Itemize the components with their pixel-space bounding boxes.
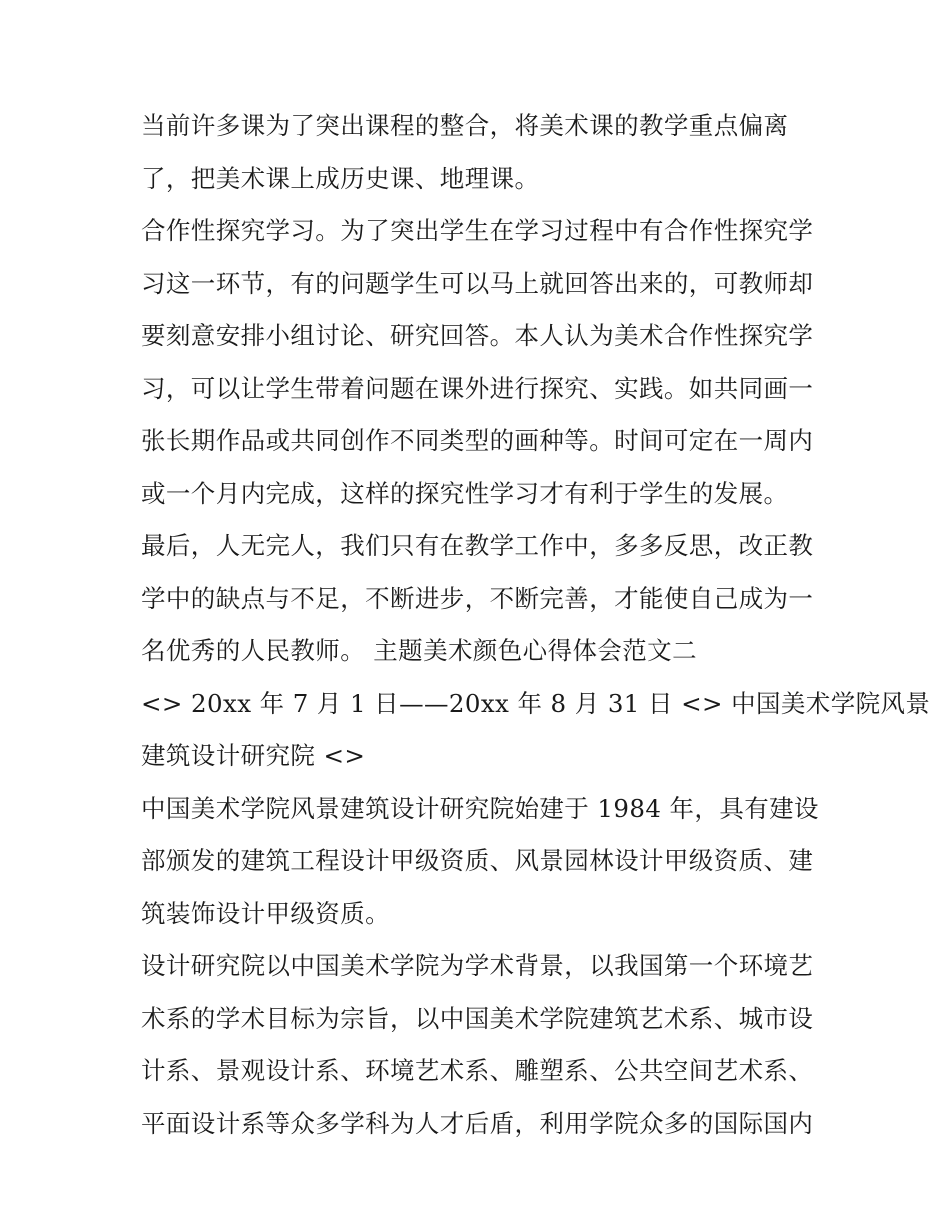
text-line: 习，可以让学生带着问题在课外进行探究、实践。如共同画一: [141, 373, 814, 403]
paragraph-6: [141, 940, 813, 1150]
text-line: 学中的缺点与不足，不断进步，不断完善，才能使自己成为一: [141, 583, 814, 613]
paragraph-2: [141, 205, 813, 520]
text-line: 中国美术学院风景建筑设计研究院始建于 1984 年，具有建设: [141, 793, 819, 823]
text-line: 部颁发的建筑工程设计甲级资质、风景园林设计甲级资质、建: [141, 846, 814, 875]
paragraph-4: [141, 678, 931, 783]
text-line: 张长期作品或共同创作不同类型的画种等。时间可定在一周内: [141, 426, 814, 455]
document-body: [141, 100, 931, 1150]
text-line: <> 20xx 年 7 月 1 日——20xx 年 8 月 31 日 <> 中国美术学院风景: [141, 688, 931, 718]
text-line: 设计研究院以中国美术学院为学术背景，以我国第一个环境艺: [141, 951, 814, 980]
text-line: 习这一环节，有的问题学生可以马上就回答出来的，可教师却: [141, 268, 814, 298]
text-line: 当前许多课为了突出课程的整合，将美术课的教学重点偏离: [141, 111, 789, 140]
text-line: 或一个月内完成，这样的探究性学习才有利于学生的发展。: [141, 478, 789, 508]
paragraph-5: [141, 783, 819, 941]
paragraph-3: [141, 520, 813, 678]
text-line: 建筑设计研究院 <>: [141, 741, 366, 770]
text-line: 要刻意安排小组讨论、研究回答。本人认为美术合作性探究学: [141, 321, 814, 350]
text-line: 合作性探究学习。为了突出学生在学习过程中有合作性探究学: [141, 216, 814, 245]
text-line: 计系、景观设计系、环境艺术系、雕塑系、公共空间艺术系、: [141, 1056, 814, 1085]
text-line: 平面设计系等众多学科为人才后盾，利用学院众多的国际国内: [141, 1108, 814, 1138]
paragraph-1: [141, 100, 813, 205]
text-line: 筑装饰设计甲级资质。: [141, 898, 390, 928]
text-line: 最后，人无完人，我们只有在教学工作中，多多反思，改正教: [141, 531, 814, 560]
text-line: 名优秀的人民教师。 主题美术颜色心得体会范文二: [141, 636, 697, 665]
text-line: 了，把美术课上成历史课、地理课。: [141, 163, 540, 193]
text-line: 术系的学术目标为宗旨，以中国美术学院建筑艺术系、城市设: [141, 1003, 814, 1033]
